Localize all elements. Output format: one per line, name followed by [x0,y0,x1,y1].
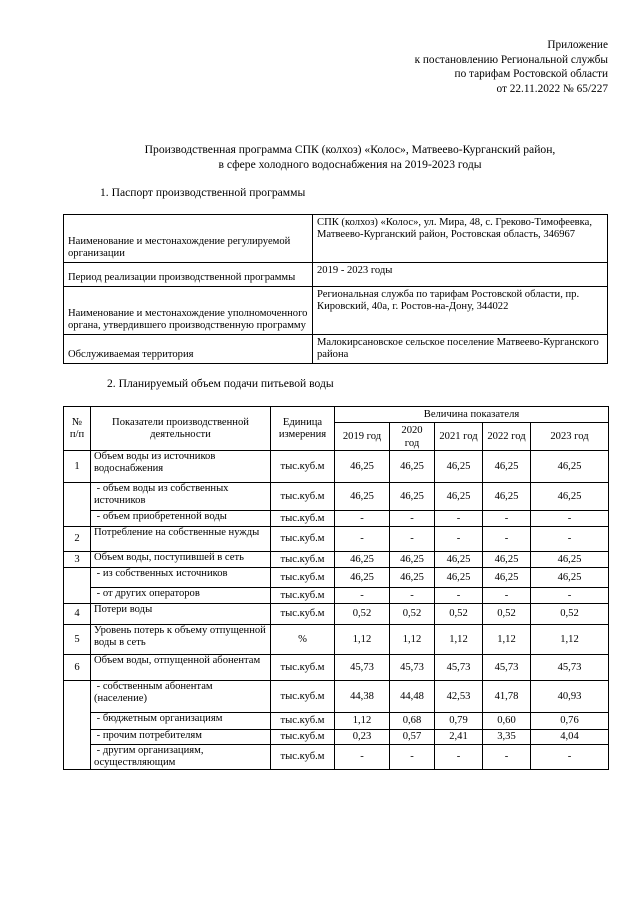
row-indicator: - объем воды из собственных источников [91,483,271,511]
row-number: 2 [64,527,91,552]
header-value: Величина показателя [335,407,609,423]
table-row [64,681,609,713]
row-number: 6 [64,655,91,681]
passport-label: Наименование и местонахождение регулируемой организации [64,215,313,263]
table-header-row [64,407,609,423]
row-unit: тыс.куб.м [271,568,335,588]
row-indicator: Объем воды из источников водоснабжения [91,451,271,483]
row-value: 0,68 [390,713,435,730]
row-value: - [531,745,609,770]
row-indicator: - из собственных источников [91,568,271,588]
row-value: 41,78 [483,681,531,713]
passport-row [64,263,608,287]
row-value: - [335,511,390,527]
header-unit: Единица измерения [271,407,335,451]
row-unit: тыс.куб.м [271,681,335,713]
row-value: 46,25 [531,568,609,588]
row-value: - [435,527,483,552]
table-row [64,568,609,588]
row-value: - [335,527,390,552]
row-unit: тыс.куб.м [271,730,335,745]
row-value: - [531,527,609,552]
passport-value: СПК (колхоз) «Колос», ул. Мира, 48, с. Греково-Тимофеевка, Матвеево-Курганский район, Ростовская область, 346967 [313,215,608,263]
row-value: 4,04 [531,730,609,745]
row-number: 5 [64,625,91,655]
header-year: 2021 год [435,423,483,451]
row-number [64,681,91,770]
row-unit: тыс.куб.м [271,655,335,681]
header-num: № п/п [64,407,91,451]
passport-row [64,287,608,335]
row-value: 45,73 [335,655,390,681]
row-value: 0,76 [531,713,609,730]
row-value: - [483,588,531,604]
row-value: 46,25 [531,483,609,511]
row-value: - [483,745,531,770]
row-value: 1,12 [335,625,390,655]
row-value: - [390,588,435,604]
row-value: 45,73 [435,655,483,681]
row-unit: тыс.куб.м [271,451,335,483]
volume-table [63,406,609,770]
passport-row [64,215,608,263]
header-year: 2020 год [390,423,435,451]
passport-label: Наименование и местонахождение уполномоченного органа, утвердившего производственную программу [64,287,313,335]
row-number [64,483,91,527]
appendix-line: к постановлению Региональной службы [414,53,608,66]
row-value: 3,35 [483,730,531,745]
row-unit: тыс.куб.м [271,745,335,770]
table-row [64,713,609,730]
row-value: 46,25 [390,451,435,483]
row-value: 46,25 [435,451,483,483]
row-value: - [483,527,531,552]
row-unit: тыс.куб.м [271,527,335,552]
row-value: 46,25 [531,451,609,483]
row-unit: % [271,625,335,655]
row-value: - [390,527,435,552]
row-value: 0,60 [483,713,531,730]
row-value: 0,23 [335,730,390,745]
row-value: 44,48 [390,681,435,713]
section-1-heading: 1. Паспорт производственной программы [100,186,306,199]
row-unit: тыс.куб.м [271,713,335,730]
row-value: 2,41 [435,730,483,745]
row-value: - [531,511,609,527]
row-indicator: Объем воды, отпущенной абонентам [91,655,271,681]
row-unit: тыс.куб.м [271,604,335,625]
header-year: 2023 год [531,423,609,451]
appendix-line: Приложение [547,39,608,51]
row-value: 1,12 [435,625,483,655]
row-number: 1 [64,451,91,483]
row-value: 40,93 [531,681,609,713]
document-title [60,142,640,172]
row-value: - [390,745,435,770]
row-value: 45,73 [483,655,531,681]
passport-table [63,214,608,364]
title-line: Производственная программа СПК (колхоз) «Колос», Матвеево-Курганский район, [144,143,556,156]
row-value: 1,12 [390,625,435,655]
row-value: 46,25 [435,483,483,511]
row-value: - [335,745,390,770]
row-unit: тыс.куб.м [271,511,335,527]
row-value: - [435,511,483,527]
row-value: - [435,745,483,770]
row-value: 46,25 [335,552,390,568]
row-value: 1,12 [483,625,531,655]
row-indicator: - прочим потребителям [91,730,271,745]
section-2-heading: 2. Планируемый объем подачи питьевой воды [107,377,334,390]
table-row [64,655,609,681]
table-row [64,483,609,511]
header-year: 2022 год [483,423,531,451]
row-value: 46,25 [335,568,390,588]
row-value: 46,25 [390,568,435,588]
row-value: 46,25 [531,552,609,568]
row-number: 3 [64,552,91,568]
row-value: 46,25 [435,568,483,588]
row-value: 45,73 [531,655,609,681]
passport-row [64,335,608,364]
row-value: 45,73 [390,655,435,681]
row-number: 4 [64,604,91,625]
passport-value: 2019 - 2023 годы [313,263,608,287]
row-indicator: - собственным абонентам (население) [91,681,271,713]
title-line: в сфере холодного водоснабжения на 2019-2023 годы [218,158,482,171]
row-unit: тыс.куб.м [271,588,335,604]
row-value: 1,12 [335,713,390,730]
table-row [64,604,609,625]
row-value: 46,25 [483,568,531,588]
row-value: - [390,511,435,527]
row-value: 44,38 [335,681,390,713]
row-value: 0,52 [390,604,435,625]
row-value: 46,25 [435,552,483,568]
table-row [64,730,609,745]
row-value: 46,25 [483,483,531,511]
row-indicator: Уровень потерь к объему отпущенной воды в сеть [91,625,271,655]
passport-label: Период реализации производственной программы [64,263,313,287]
row-value: 42,53 [435,681,483,713]
row-value: 46,25 [483,451,531,483]
row-value: 1,12 [531,625,609,655]
row-indicator: Объем воды, поступившей в сеть [91,552,271,568]
row-value: 0,52 [531,604,609,625]
passport-value: Региональная служба по тарифам Ростовской области, пр. Кировский, 40а, г. Ростов-на-Дону, 344022 [313,287,608,335]
row-value: 46,25 [335,483,390,511]
row-number [64,568,91,604]
row-value: 0,52 [435,604,483,625]
row-value: 0,52 [483,604,531,625]
row-value: 46,25 [483,552,531,568]
appendix-block [308,38,608,96]
row-indicator: - другим организациям, осуществляющим [91,745,271,770]
row-indicator: - объем приобретенной воды [91,511,271,527]
passport-value: Малокирсановское сельское поселение Матвеево-Курганского района [313,335,608,364]
row-value: 46,25 [390,552,435,568]
appendix-line: по тарифам Ростовской области [454,68,608,81]
row-indicator: - бюджетным организациям [91,713,271,730]
table-row [64,451,609,483]
row-value: 0,52 [335,604,390,625]
row-indicator: - от других операторов [91,588,271,604]
table-row [64,625,609,655]
row-value: 0,57 [390,730,435,745]
row-indicator: Потребление на собственные нужды [91,527,271,552]
row-value: - [335,588,390,604]
row-value: - [531,588,609,604]
table-row [64,588,609,604]
row-value: - [435,588,483,604]
table-row [64,745,609,770]
appendix-line: от 22.11.2022 № 65/227 [496,82,608,95]
row-value: 0,79 [435,713,483,730]
passport-label: Обслуживаемая территория [64,335,313,364]
row-indicator: Потери воды [91,604,271,625]
table-row [64,511,609,527]
row-value: 46,25 [335,451,390,483]
table-row [64,552,609,568]
row-unit: тыс.куб.м [271,552,335,568]
header-name: Показатели производственной деятельности [91,407,271,451]
row-value: - [483,511,531,527]
header-year: 2019 год [335,423,390,451]
table-row [64,527,609,552]
row-value: 46,25 [390,483,435,511]
row-unit: тыс.куб.м [271,483,335,511]
